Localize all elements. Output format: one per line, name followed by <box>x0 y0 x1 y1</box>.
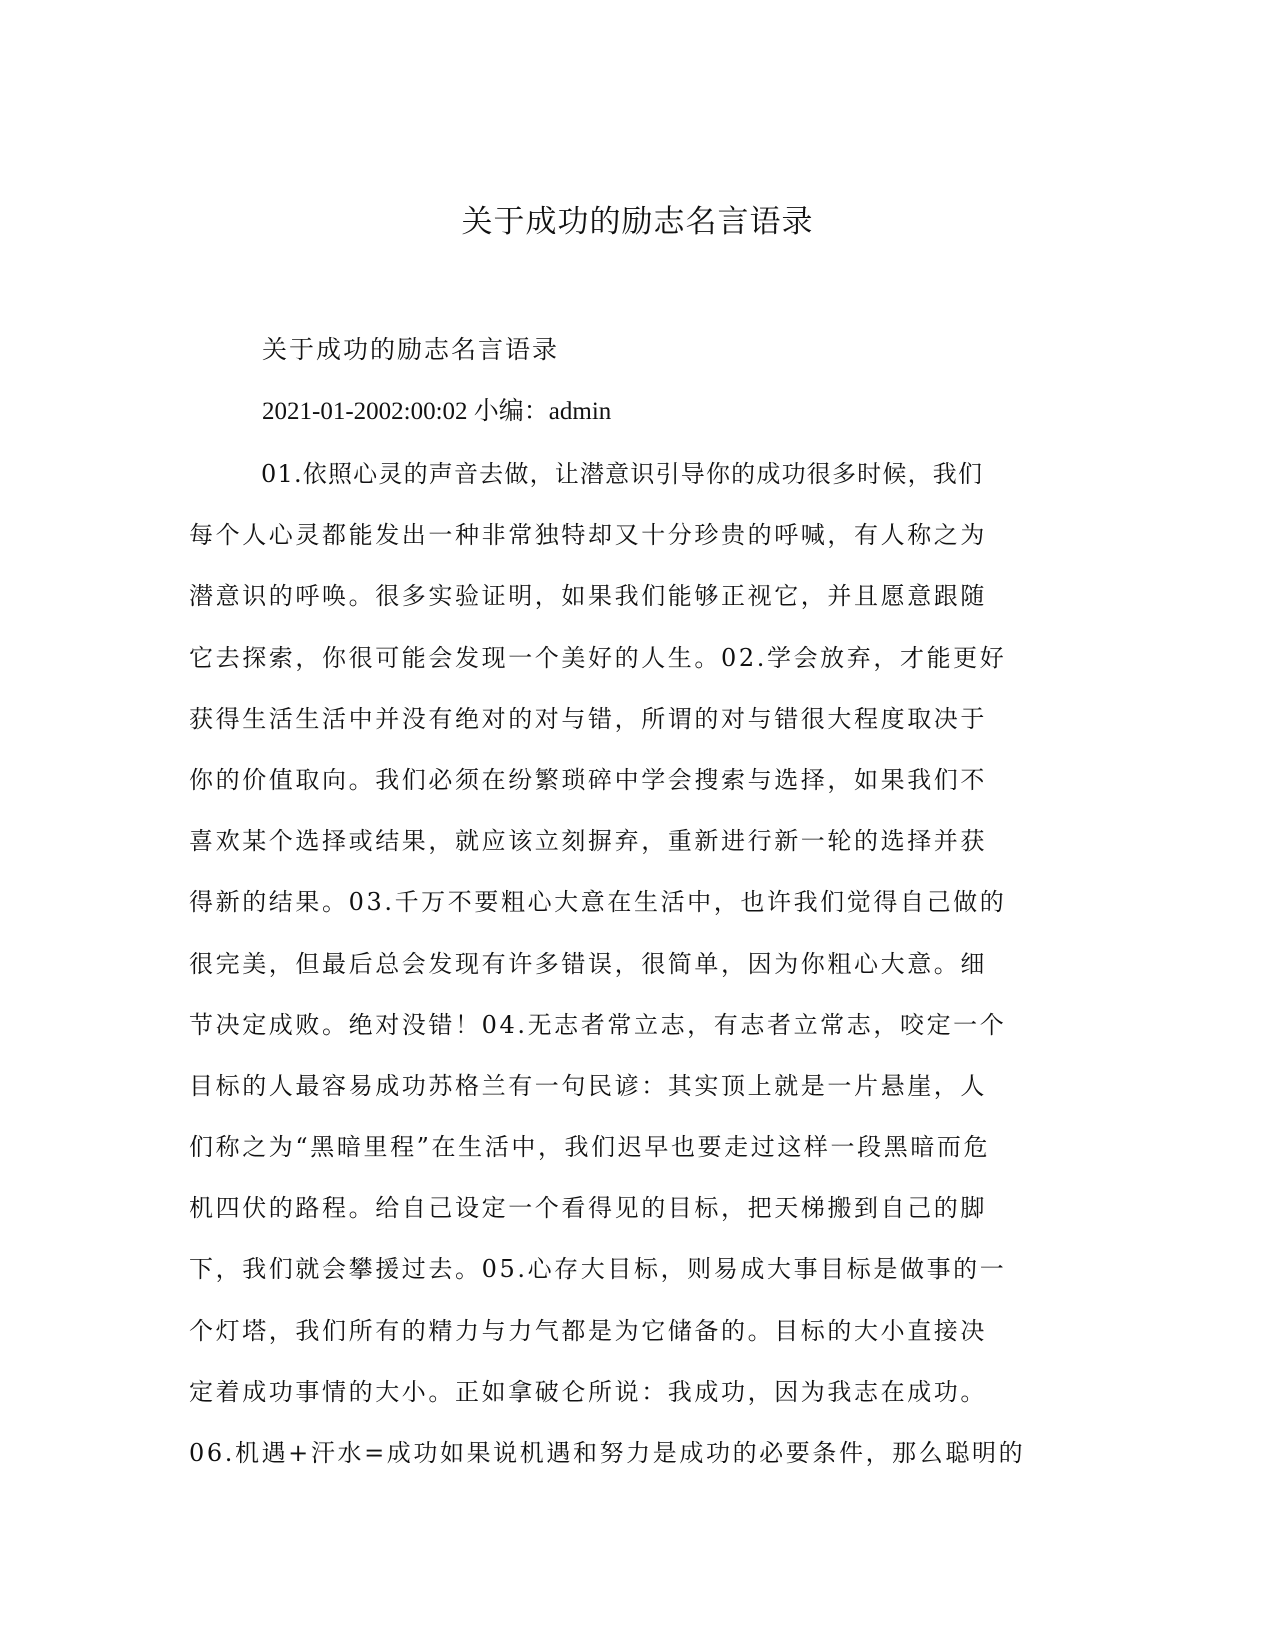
body-line: 下，我们就会攀援过去。05.心存大目标，则易成大事目标是做事的一 <box>189 1255 1007 1284</box>
body-line: 节决定成败。绝对没错！04.无志者常立志，有志者立常志，咬定一个 <box>189 1010 1007 1039</box>
body-line: 它去探索，你很可能会发现一个美好的人生。02.学会放弃，才能更好 <box>189 643 1007 672</box>
body-line: 得新的结果。03.千万不要粗心大意在生活中，也许我们觉得自己做的 <box>189 888 1007 917</box>
body-line: 01.依照心灵的声音去做，让潜意识引导你的成功很多时候，我们 <box>261 460 984 488</box>
body-line: 获得生活生活中并没有绝对的对与错，所谓的对与错很大程度取决于 <box>189 704 987 733</box>
article-body <box>189 444 1089 1484</box>
article-meta: 2021-01-2002:00:02 小编：admin <box>262 398 612 425</box>
body-line: 们称之为“黑暗里程”在生活中，我们迟早也要走过这样一段黑暗而危 <box>189 1133 991 1162</box>
body-line: 定着成功事情的大小。正如拿破仑所说：我成功，因为我志在成功。 <box>189 1377 987 1406</box>
body-line: 机四伏的路程。给自己设定一个看得见的目标，把天梯搬到自己的脚 <box>189 1194 987 1223</box>
article-subtitle: 关于成功的励志名言语录 <box>262 335 560 364</box>
body-line: 你的价值取向。我们必须在纷繁琐碎中学会搜索与选择，如果我们不 <box>189 765 987 794</box>
body-line: 很完美，但最后总会发现有许多错误，很简单，因为你粗心大意。细 <box>189 949 987 978</box>
body-line: 目标的人最容易成功苏格兰有一句民谚：其实顶上就是一片悬崖，人 <box>189 1071 987 1100</box>
body-line: 06.机遇+汗水=成功如果说机遇和努力是成功的必要条件，那么聪明的 <box>189 1439 1026 1467</box>
body-line: 个灯塔，我们所有的精力与力气都是为它储备的。目标的大小直接决 <box>189 1316 987 1345</box>
document-title: 关于成功的励志名言语录 <box>461 204 814 240</box>
body-line: 喜欢某个选择或结果，就应该立刻摒弃，重新进行新一轮的选择并获 <box>189 827 987 856</box>
body-line: 潜意识的呼唤。很多实验证明，如果我们能够正视它，并且愿意跟随 <box>189 582 987 611</box>
body-line: 每个人心灵都能发出一种非常独特却又十分珍贵的呼喊，有人称之为 <box>189 521 987 550</box>
